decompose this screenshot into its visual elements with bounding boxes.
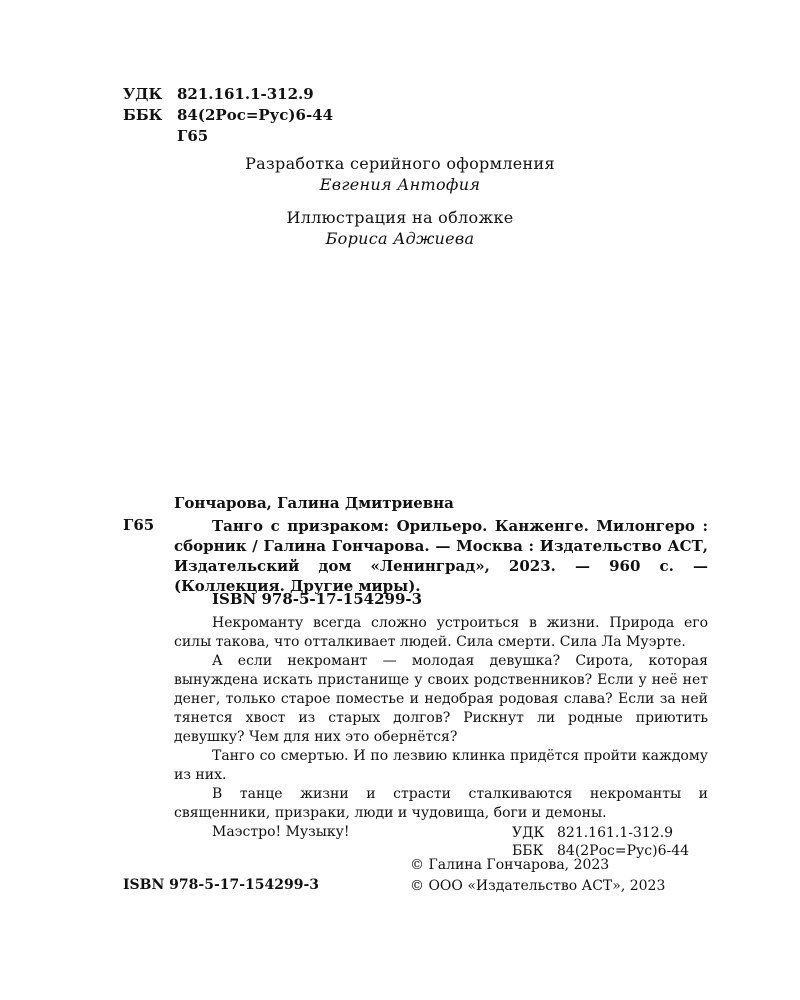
cover-illustration-credit xyxy=(0,207,800,249)
classification-block xyxy=(123,84,333,147)
copyright-publisher: © ООО «Издательство АСТ», 2023 xyxy=(410,878,666,894)
udk-row xyxy=(123,84,333,105)
footer-isbn: ISBN 978-5-17-154299-3 xyxy=(123,877,320,893)
bibliographic-isbn: ISBN 978-5-17-154299-3 xyxy=(212,590,423,608)
bibliographic-text: Танго с призраком: Орильеро. Канженге. Милонгеро : сборник / Галина Гончарова. — Москва : Издательство АСТ, Издательский дом «Ленинград», 2023. — 960 с. — (Коллекция. Другие миры). xyxy=(174,517,708,595)
copyright-block xyxy=(410,855,665,897)
udk-label: УДК xyxy=(123,85,163,103)
cover-illustration-title: Иллюстрация на обложке xyxy=(286,208,514,227)
bbk-label: ББК xyxy=(123,106,163,124)
cover-illustration-author: Бориса Аджиева xyxy=(325,229,475,248)
bibliographic-record xyxy=(174,516,708,596)
bibliographic-author: Гончарова, Галина Дмитриевна xyxy=(174,494,454,512)
footer-bbk-value: 84(2Рос=Рус)6-44 xyxy=(557,843,690,859)
annotation-paragraph: Маэстро! Музыку! xyxy=(212,824,350,840)
author-code: Г65 xyxy=(177,127,209,145)
series-design-author: Евгения Антофия xyxy=(319,175,481,194)
copyright-author: © Галина Гончарова, 2023 xyxy=(410,857,610,873)
footer-udk-label: УДК xyxy=(512,825,545,841)
footer-udk-value: 821.161.1-312.9 xyxy=(557,825,674,841)
series-design-credit xyxy=(0,153,800,195)
author-code-row xyxy=(123,126,333,147)
footer-bbk-label: ББК xyxy=(512,843,544,859)
annotation xyxy=(174,614,708,842)
series-design-title: Разработка серийного оформления xyxy=(245,154,555,173)
annotation-paragraph: Танго со смертью. И по лезвию клинка придётся пройти каждому из них. xyxy=(174,748,708,783)
bibliographic-code: Г65 xyxy=(123,516,155,534)
footer-udk-row xyxy=(512,824,689,842)
annotation-paragraph: А если некромант — молодая девушка? Сирота, которая вынуждена искать пристанище у своих родственников? Если у неё нет денег, только старое поместье и недобрая родовая слава? Если за ней тянется хвост из старых долгов? Рискнут ли родные приютить девушку? Чем для них это обернётся? xyxy=(174,653,708,745)
bbk-value: 84(2Рос=Рус)6-44 xyxy=(177,106,334,124)
annotation-paragraph: Некроманту всегда сложно устроиться в жизни. Природа его силы такова, что отталкивает людей. Сила смерти. Сила Ла Муэрте. xyxy=(174,615,708,650)
bbk-row xyxy=(123,105,333,126)
annotation-paragraph: В танце жизни и страсти сталкиваются некроманты и священники, призраки, люди и чудовища, боги и демоны. xyxy=(174,786,708,821)
udk-value: 821.161.1-312.9 xyxy=(177,85,314,103)
